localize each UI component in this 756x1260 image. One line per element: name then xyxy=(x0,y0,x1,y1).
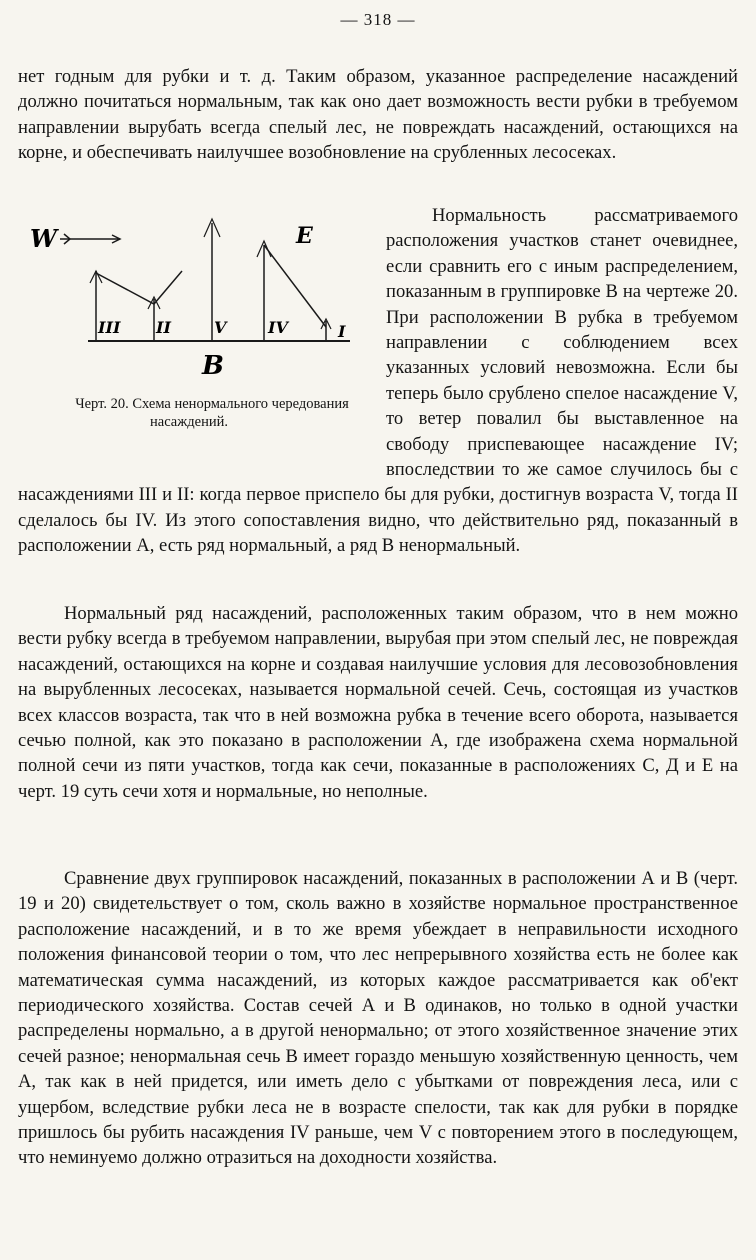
paragraph-2: Нормальность рассматриваемого расположения участков станет очевиднее, если сравнить его с иным распределением, показанным в группировке В на чертеже 20. При расположении В рубка в требуемом направлении с соблюдением всех указанных условий невозможна. Если бы теперь было срублено спелое насаждение V, то ветер повалил бы выставленное на свободу приспевающее насаждение IV; впоследствии то же самое случилось бы с насаждениями III и II: когда первое приспело бы для рубки, достигнув возраста V, тогда II сделалось бы IV. Из этого сопоставления видно, что действительно ряд, показанный в расположении А, есть ряд нормальный, а ряд В ненормальный. xyxy=(18,205,738,557)
figure-20 xyxy=(0,203,378,471)
label-east: E xyxy=(296,223,313,249)
stand-label-III: III xyxy=(98,318,121,337)
label-west: W xyxy=(30,224,57,253)
canopy-profile-left xyxy=(96,271,182,304)
paragraph-3: Нормальный ряд насаждений, расположенных таким образом, что в нем можно вести рубку всегда в требуемом направлении, вырубая при этом спелый лес, не повреждая насаждений, остающихся на корне и создавая наилучшие условия для лесовозобновления на вырубленных лесосеках, называется нормальной сечей. Сечь, состоящая из участков всех классов возраста, так что в ней возможна рубка в течение всего оборота, называется сечью полной, как это показано в расположении А, где изображена схема нормальной полной сечи из пяти участков, тогда как сечи, показанные в расположениях С, Д и Е на черт. 19 суть сечи хотя и нормальные, но неполные. xyxy=(18,603,738,802)
figure-20-diagram xyxy=(14,209,374,389)
stand-label-IV: IV xyxy=(268,318,288,337)
label-B: B xyxy=(202,351,224,381)
paragraph-2-block xyxy=(18,203,738,559)
page-number: — 318 — xyxy=(340,10,416,29)
canopy-profile-right xyxy=(264,245,326,327)
figure-caption: Черт. 20. Схема ненормального чередования насаждений. xyxy=(75,396,349,430)
stand-label-II: II xyxy=(156,318,171,337)
stand-label-I: I xyxy=(338,322,346,341)
stand-label-V: V xyxy=(214,318,227,337)
paragraph-4: Сравнение двух группировок насаждений, показанных в расположении А и В (черт. 19 и 20) свидетельствует о том, сколь важно в хозяйстве нормальное пространственное расположение насаждений, и в то же время убеждает в неправильности исходного положения финансовой теории о том, что лес непрерывного хозяйства есть не более как математическая сумма насаждений, из которых каждое рассматривается как об'ект периодического хозяйства. Состав сечей А и В одинаков, но только в одной участки распределены нормально, а в другой ненормально; от этого хозяйственное значение этих сечей разное; ненормальная сечь В имеет гораздо меньшую хозяйственную ценность, чем А, так как в ней придется, или иметь дело с убытками от повреждения леса, или с ущербом, вследствие рубки леса не в возрасте спелости, так как для рубки в порядке пришлось бы рубить насаждения IV раньше, чем V с повторением этого в последующем, что неминуемо должно отразиться на доходности хозяйства. xyxy=(18,868,738,1169)
paragraph-1: нет годным для рубки и т. д. Таким образом, указанное распределение насаждений должно почитаться нормальным, так как оно дает возможность вести рубки в требуемом направлении вырубать всегда спелый лес, не повреждать насаждений, остающихся на корне, и обеспечивать наилучшее возобновление на срубленных лесосеках. xyxy=(18,66,738,164)
